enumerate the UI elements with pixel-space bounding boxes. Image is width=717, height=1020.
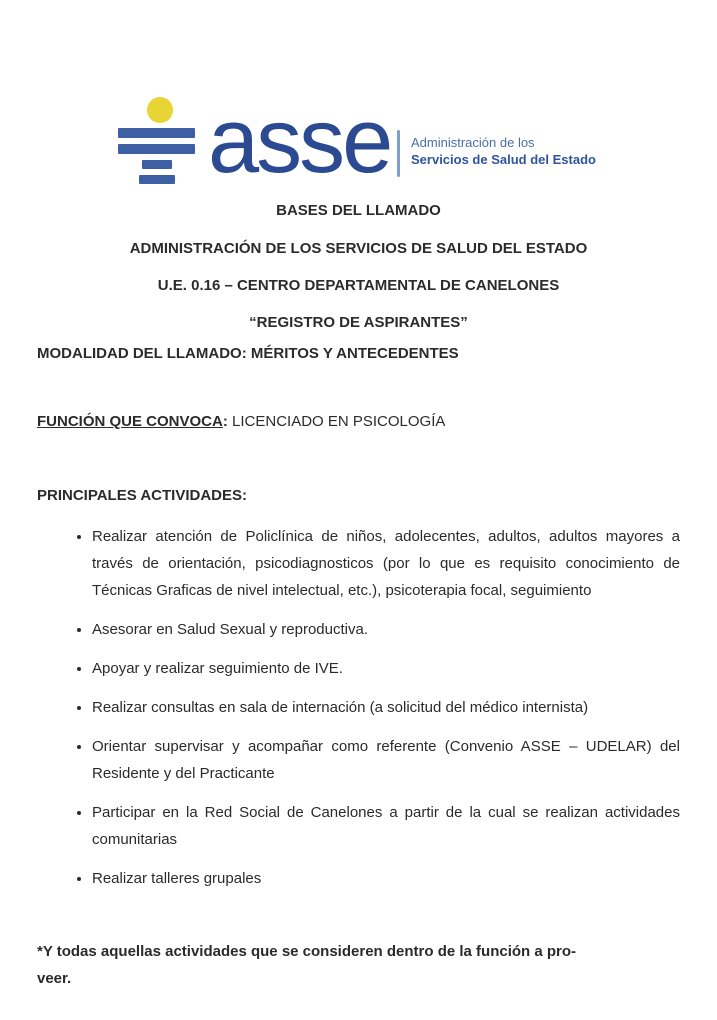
asse-wordmark: asse xyxy=(208,90,391,192)
activity-item: • Realizar talleres grupales xyxy=(92,865,680,892)
footer-note xyxy=(37,938,680,992)
asse-logo-symbol-icon xyxy=(118,95,195,190)
footer-line-2: veer. xyxy=(37,970,72,987)
sun-icon xyxy=(147,97,173,123)
title-registro-aspirantes: “REGISTRO DE ASPIRANTES” xyxy=(249,314,468,331)
funcion-value: LICENCIADO EN PSICOLOGÍA xyxy=(227,413,446,430)
title-unidad-ejecutora: U.E. 0.16 – CENTRO DEPARTAMENTAL DE CANELONES xyxy=(157,277,560,294)
footer-line-1: *Y todas aquellas actividades que se consideren dentro de la función a pro- xyxy=(37,943,577,960)
logo-bar-3 xyxy=(142,160,172,169)
funcion-line xyxy=(37,413,680,431)
activity-item: • Orientar supervisar y acompañar como referente (Convenio ASSE – UDELAR) del Residente y del Practicante xyxy=(92,733,680,787)
logo-bar-1 xyxy=(118,128,195,138)
activity-item: • Apoyar y realizar seguimiento de IVE. xyxy=(92,655,680,682)
activity-item: • Realizar consultas en sala de internación (a solicitud del médico internista) xyxy=(92,694,680,721)
activity-item: • Asesorar en Salud Sexual y reproductiva. xyxy=(92,616,680,643)
tagline-line-1: Administración de los xyxy=(411,135,535,150)
activity-item: • Realizar atención de Policlínica de niños, adolecentes, adultos, adultos mayores a través de orientación, psicodiagnosticos (por lo que es requisito conocimiento de Técnicas Graficas de nivel intelectual, etc.), psicoterapia focal, seguimiento xyxy=(92,523,680,604)
logo-divider xyxy=(397,130,400,177)
activity-item: • Participar en la Red Social de Canelones a partir de la cual se realizan actividades comunitarias xyxy=(92,799,680,853)
logo-bar-4 xyxy=(139,175,175,184)
logo-tagline xyxy=(411,134,596,168)
funcion-label: FUNCIÓN QUE CONVOCA xyxy=(37,413,223,430)
title-bases-del-llamado: BASES DEL LLAMADO xyxy=(276,202,441,219)
logo-bar-2 xyxy=(118,144,195,154)
title-administracion: ADMINISTRACIÓN DE LOS SERVICIOS DE SALUD DEL ESTADO xyxy=(129,240,588,257)
asse-logo xyxy=(118,90,618,192)
title-modalidad: MODALIDAD DEL LLAMADO: MÉRITOS Y ANTECEDENTES xyxy=(37,345,459,362)
funcion-colon: : xyxy=(222,413,228,430)
tagline-line-2: Servicios de Salud del Estado xyxy=(411,152,596,167)
actividades-list xyxy=(37,523,680,892)
actividades-title: PRINCIPALES ACTIVIDADES: xyxy=(37,487,248,504)
